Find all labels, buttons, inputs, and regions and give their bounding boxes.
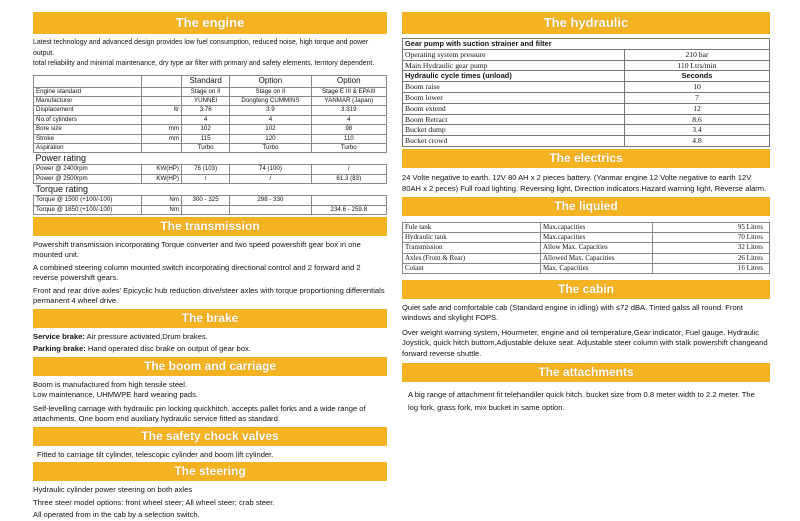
cell: 3.319 (311, 106, 386, 115)
cell: Dongfeng CUMMINS (230, 96, 311, 105)
attachments-heading: The attachments (402, 363, 770, 382)
cell: KW(HP) (142, 174, 182, 183)
cell: YUNNEI (182, 96, 230, 105)
cell: 98 (311, 125, 386, 134)
cell: KW(HP) (142, 165, 182, 174)
cabin-heading: The cabin (402, 280, 770, 299)
torque-rating-label-row (34, 184, 387, 196)
table-row (34, 125, 387, 134)
boom-text-2: Low maintenance, UHMWPE hard wearing pads. (33, 390, 199, 400)
cell: Manufacturer (34, 96, 142, 105)
cell: Axles (Front & Rear) (403, 253, 541, 263)
table-row (34, 96, 387, 105)
electrics-heading: The electrics (402, 149, 770, 168)
cell: Max.capacities (541, 222, 653, 232)
engine-heading: The engine (33, 12, 387, 34)
cycle-header-row (403, 71, 770, 82)
cell: Stage on II (230, 87, 311, 96)
cell: 4 (230, 115, 311, 124)
cell (142, 96, 182, 105)
cell: Max.capacities (541, 233, 653, 243)
table-row (403, 263, 770, 273)
parking-brake-text: Hand operated disc brake on output of gear box. (87, 344, 251, 354)
power-rating-label: Power rating (34, 153, 387, 165)
steering-text-3: All operated from in the cab by a selection switch. (33, 510, 200, 520)
hydraulic-heading: The hydraulic (402, 12, 770, 34)
cell: No.of cylinders (34, 115, 142, 124)
safety-heading: The safety chock valves (33, 427, 387, 446)
cell: mm (142, 134, 182, 143)
service-brake-label: Service brake: (33, 331, 85, 341)
cell: Bucket crowd (403, 136, 625, 147)
cell: 4.8 (625, 136, 770, 147)
cell: 32 Litres (653, 243, 770, 253)
cell: Aspiration (34, 143, 142, 152)
cell: Torque @ 1850 (+100/-100) (34, 205, 142, 214)
table-row (34, 115, 387, 124)
cell: Colant (403, 263, 541, 273)
header-option: Option (311, 75, 386, 87)
transmission-text-2: A combined steering column mounted switch incorporating directional control and 2 forward and 2 reverse powershift gears. (33, 262, 361, 283)
transmission-text-3: Front and rear drive axles' Epicyclic hub reduction drive/steer axles with torque proportioning differentials permanent 4 wheel drive. (33, 285, 385, 306)
table-row (403, 136, 770, 147)
table-row (403, 253, 770, 263)
cell: 76 (103) (182, 165, 230, 174)
cell: 70 Litres (653, 233, 770, 243)
cell: 95 Litres (653, 222, 770, 232)
cell (311, 196, 386, 205)
power-rating-label-row (34, 153, 387, 165)
cell: Stage on II (182, 87, 230, 96)
table-row (403, 49, 770, 60)
table-row (403, 103, 770, 114)
cell: 12 (625, 103, 770, 114)
cell: 26 Litres (653, 253, 770, 263)
table-row (34, 205, 387, 214)
cell: 10 (625, 82, 770, 93)
header-option: Option (230, 75, 311, 87)
cell: Nm (142, 205, 182, 214)
table-row (34, 174, 387, 183)
cell: 3.76 (182, 106, 230, 115)
cell: Torque @ 1500 (+100/-100) (34, 196, 142, 205)
boom-text-3: Self-levelling carriage with hydraulic pin locking quickhitch. accepts pallet forks and a wide range of attachments. One boom end auxiliary hydraulic service fitted as standard. (33, 403, 366, 424)
engine-spec-table (33, 75, 387, 215)
table-row (34, 134, 387, 143)
cell: Allowed Max. Capacities (541, 253, 653, 263)
table-row (34, 87, 387, 96)
cell: 4 (311, 115, 386, 124)
cell (182, 205, 230, 214)
cell: 74 (100) (230, 165, 311, 174)
cell: 16 Litres (653, 263, 770, 273)
table-row (403, 222, 770, 232)
cycle-label: Hydraulic cycle times (unload) (403, 71, 625, 82)
right-column (402, 10, 770, 414)
steering-heading: The steering (33, 462, 387, 481)
attachments-text: A big range of attachment fit telehandiler quick hitch. bucket size from 0.8 meter width to 2.2 meter. The log fork, grass fork, mix bucket in same option. (408, 390, 755, 413)
header-cell (142, 75, 182, 87)
cell: Bore size (34, 125, 142, 134)
table-row (403, 243, 770, 253)
pump-label-row (403, 39, 770, 50)
steering-text-2: Three steer model options: front wheel steer; All wheel steer; crab steer. (33, 497, 275, 507)
cell: Operating system pressure (403, 49, 625, 60)
left-column (33, 10, 387, 521)
cell: 7 (625, 92, 770, 103)
boom-text-1: Boom is manufactured from high tensile steel. (33, 379, 188, 389)
cell: Fule tank (403, 222, 541, 232)
cell: 120 (230, 134, 311, 143)
cell: Bucket dump (403, 125, 625, 136)
cell: Turbo (230, 143, 311, 152)
cell (142, 143, 182, 152)
cell: ltr (142, 106, 182, 115)
cell (142, 115, 182, 124)
cell: / (230, 174, 311, 183)
cell: 3.9 (230, 106, 311, 115)
cell: Hydraulic tank (403, 233, 541, 243)
cell: Boom lower (403, 92, 625, 103)
header-standard: Standard (182, 75, 230, 87)
cycle-unit: Seconds (625, 71, 770, 82)
cell: 115 (182, 134, 230, 143)
cell: YANMAR (Japan) (311, 96, 386, 105)
cell: Boom raise (403, 82, 625, 93)
cell: Turbo (182, 143, 230, 152)
cell: Allow Max. Capacities (541, 243, 653, 253)
cell: 234.6 - 259.8 (311, 205, 386, 214)
cell: Transmission (403, 243, 541, 253)
engine-rows (34, 87, 387, 153)
cell: 110 (311, 134, 386, 143)
cell: 298 - 330 (230, 196, 311, 205)
cell: Boom extend (403, 103, 625, 114)
cabin-text-1: Quiet safe and comfortable cab (Standard engine in idling) with ≤72 dBA. Tinted galss all round. Front windows and skylight FOPS. (402, 302, 744, 323)
brake-heading: The brake (33, 309, 387, 328)
parking-brake-label: Parking brake: (33, 344, 86, 354)
table-row (403, 114, 770, 125)
cell: 3.4 (625, 125, 770, 136)
liquied-heading: The liquied (402, 197, 770, 216)
cell: Boom Retract (403, 114, 625, 125)
table-row (403, 233, 770, 243)
table-row (403, 125, 770, 136)
transmission-heading: The transmission (33, 217, 387, 236)
cell: 210 bar (625, 49, 770, 60)
cell: Power @ 2400rpm (34, 165, 142, 174)
table-row (403, 60, 770, 71)
table-row (34, 196, 387, 205)
safety-text: Fitted to carriage tilt cylinder, telescopic cylinder and boom lift cylinder. (37, 449, 274, 459)
service-brake-text: Air pressure activated,Drum brakes. (86, 331, 208, 341)
steering-text-1: Hydraulic cylinder power steering on both axles (33, 485, 193, 495)
cell (142, 87, 182, 96)
cell: Turbo (311, 143, 386, 152)
liquid-capacity-table (402, 222, 770, 274)
engine-header-row (34, 75, 387, 87)
header-cell (34, 75, 142, 87)
cell: Max. Capacities (541, 263, 653, 273)
electrics-text: 24 Volte negative to earth. 12V 80 AH x 2 pieces battery. (Yanmar engine 12 Volte negative to earth 12V 80AH x 2 peces) Full road lighting. Reversing light, Direction indicators.Hazard warning light, Reverse alarm. (402, 172, 767, 194)
cell: 102 (230, 125, 311, 134)
cell: 61.3 (83) (311, 174, 386, 183)
cell: 8.6 (625, 114, 770, 125)
table-row (34, 143, 387, 152)
parking-brake-line (33, 344, 387, 355)
engine-intro: Latest technology and advanced design provides low fuel consumption, reduced noise, high torque and power output. (33, 39, 369, 57)
service-brake-line (33, 332, 387, 343)
cell: Engine standard (34, 87, 142, 96)
cell: Power @ 2500rpm (34, 174, 142, 183)
cell: Nm (142, 196, 182, 205)
cell: 4 (182, 115, 230, 124)
cell: 110 Ltrs/min (625, 60, 770, 71)
cell: / (311, 165, 386, 174)
torque-rating-label: Torque rating (34, 184, 387, 196)
table-row (403, 82, 770, 93)
cell: 300 - 325 (182, 196, 230, 205)
cell (230, 205, 311, 214)
table-row (403, 92, 770, 103)
engine-intro-2: total reliability and minimal maintenance, dry type air filter with primary and safety elements, territory dependent. (33, 60, 375, 67)
cell: Displacement (34, 106, 142, 115)
boom-heading: The boom and carriage (33, 357, 387, 376)
table-row (34, 106, 387, 115)
cell: Stroke (34, 134, 142, 143)
transmission-text-1: Powershift transmission incorporating Torque converter and two speed powershift gear box in one mounted unit. (33, 239, 361, 260)
cell: 102 (182, 125, 230, 134)
cell: Main Hydraulic gear pump (403, 60, 625, 71)
cell: / (182, 174, 230, 183)
table-row (34, 165, 387, 174)
hydraulic-table (402, 38, 770, 147)
pump-label: Gear pump with suction strainer and filter (403, 39, 770, 50)
cabin-text-2: Over weight warning system, Hourmeter, engine and oil temperature,Gear indicator, Fuel gauge. Hydraulic Joystick, quick hitch buttom,Adjustable deluxe seat. Adjustable steer column with stalk powershift changeand forward reverse shuttle. (402, 327, 768, 358)
cell: Stage E III & EPAIII (311, 87, 386, 96)
cell: mm (142, 125, 182, 134)
